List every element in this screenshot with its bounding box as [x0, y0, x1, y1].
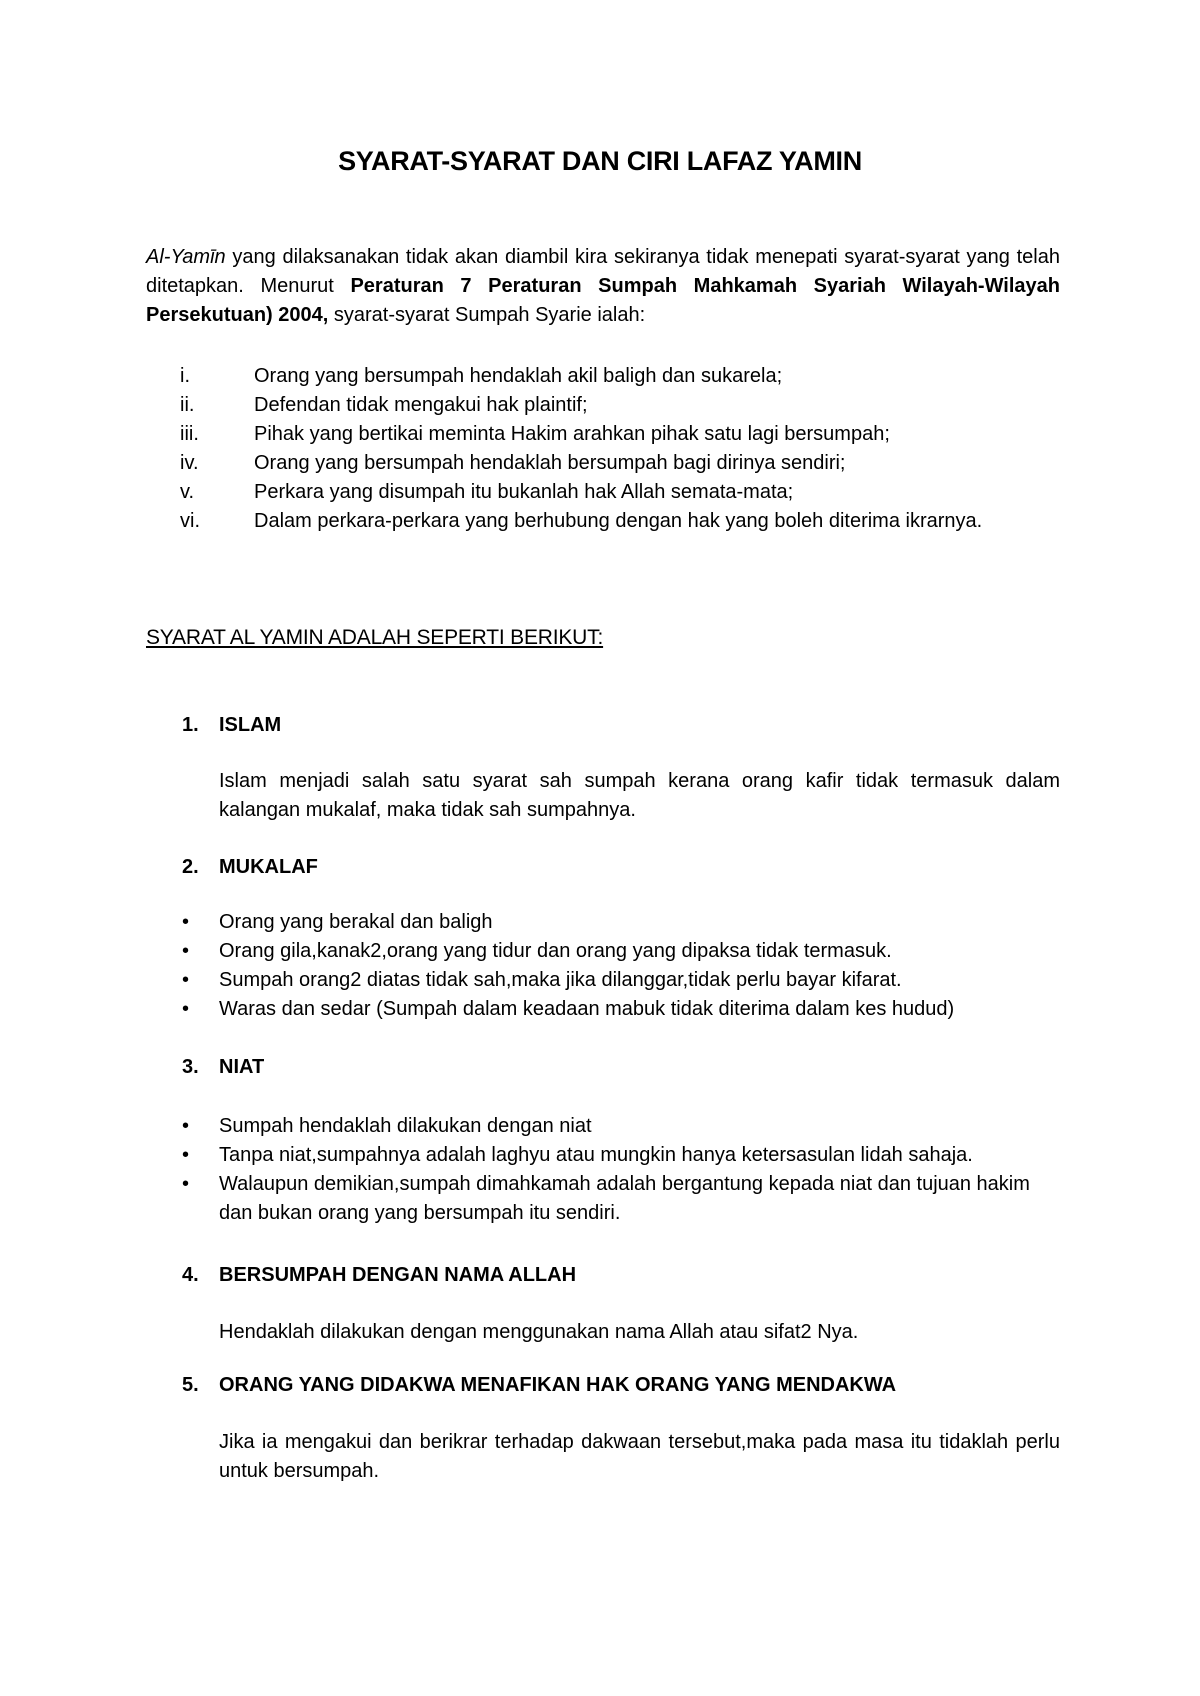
- condition-heading-didakwa: [146, 1374, 1060, 1397]
- list-item-number: iii.: [180, 423, 199, 445]
- list-item: [146, 966, 1060, 995]
- bullet-icon: •: [182, 1115, 190, 1137]
- list-item-text: Orang yang bersumpah hendaklah akil baligh dan sukarela;: [254, 365, 783, 387]
- list-item-number: ii.: [180, 394, 195, 416]
- condition-number: 1.: [182, 714, 199, 736]
- condition-title: MUKALAF: [219, 856, 318, 878]
- condition-title: ORANG YANG DIDAKWA MENAFIKAN HAK ORANG YANG MENDAKWA: [219, 1374, 897, 1396]
- list-item-text: Walaupun demikian,sumpah dimahkamah adalah bergantung kepada niat dan tujuan hakim dan bukan orang yang bersumpah itu sendiri.: [219, 1173, 1030, 1224]
- list-item-text: Sumpah hendaklah dilakukan dengan niat: [219, 1115, 592, 1137]
- condition-number: 2.: [182, 856, 199, 878]
- list-item-text: Orang gila,kanak2,orang yang tidur dan orang yang dipaksa tidak termasuk.: [219, 940, 892, 962]
- list-item-text: Dalam perkara-perkara yang berhubung dengan hak yang boleh diterima ikrarnya.: [254, 510, 983, 532]
- list-item: [146, 362, 1060, 391]
- condition-heading-islam: [146, 714, 1060, 737]
- list-item-text: Orang yang berakal dan baligh: [219, 911, 493, 933]
- condition-number: 3.: [182, 1056, 199, 1078]
- requirements-list: [146, 362, 1060, 536]
- bullet-icon: •: [182, 1144, 190, 1166]
- condition-heading-niat: [146, 1056, 1060, 1079]
- niat-bullet-list: [146, 1112, 1060, 1228]
- list-item: [146, 449, 1060, 478]
- bullet-icon: •: [182, 911, 190, 933]
- bullet-icon: •: [182, 1173, 190, 1195]
- mukalaf-bullet-list: [146, 908, 1060, 1024]
- bullet-icon: •: [182, 998, 190, 1020]
- list-item-number: vi.: [180, 510, 200, 532]
- condition-title: BERSUMPAH DENGAN NAMA ALLAH: [219, 1264, 577, 1286]
- list-item-text: Perkara yang disumpah itu bukanlah hak Allah semata-mata;: [254, 481, 794, 503]
- list-item: [146, 420, 1060, 449]
- bullet-icon: •: [182, 969, 190, 991]
- intro-text-2: syarat-syarat Sumpah Syarie ialah:: [328, 304, 646, 326]
- condition-heading-nama-allah: [146, 1264, 1060, 1287]
- condition-number: 4.: [182, 1264, 199, 1286]
- list-item-text: Pihak yang bertikai meminta Hakim arahkan pihak satu lagi bersumpah;: [254, 423, 890, 445]
- condition-paragraph: Islam menjadi salah satu syarat sah sumpah kerana orang kafir tidak termasuk dalam kalangan mukalaf, maka tidak sah sumpahnya.: [219, 770, 1060, 821]
- intro-regulation-reference: Peraturan 7 Peraturan Sumpah Mahkamah Syariah Wilayah-Wilayah Persekutuan) 2004,: [146, 275, 1060, 326]
- intro-text-1: yang dilaksanakan tidak akan diambil kira sekiranya tidak menepati syarat-syarat yang telah ditetapkan. Menurut: [146, 246, 1060, 297]
- condition-title: ISLAM: [219, 714, 282, 736]
- list-item: [146, 1112, 1060, 1141]
- list-item-text: Sumpah orang2 diatas tidak sah,maka jika dilanggar,tidak perlu bayar kifarat.: [219, 969, 902, 991]
- condition-paragraph: Jika ia mengakui dan berikrar terhadap dakwaan tersebut,maka pada masa itu tidaklah perlu untuk bersumpah.: [219, 1431, 1060, 1482]
- list-item-number: i.: [180, 365, 190, 387]
- list-item-text: Waras dan sedar (Sumpah dalam keadaan mabuk tidak diterima dalam kes hudud): [219, 998, 955, 1020]
- list-item: [146, 1170, 1060, 1228]
- list-item-text: Defendan tidak mengakui hak plaintif;: [254, 394, 588, 416]
- list-item: [146, 478, 1060, 507]
- bullet-icon: •: [182, 940, 190, 962]
- condition-paragraph: Hendaklah dilakukan dengan menggunakan nama Allah atau sifat2 Nya.: [219, 1321, 859, 1343]
- page-title: SYARAT-SYARAT DAN CIRI LAFAZ YAMIN: [338, 146, 862, 176]
- condition-title: NIAT: [219, 1056, 265, 1078]
- list-item-text: Tanpa niat,sumpahnya adalah laghyu atau mungkin hanya ketersasulan lidah sahaja.: [219, 1144, 973, 1166]
- list-item: [146, 507, 1060, 536]
- list-item: [146, 908, 1060, 937]
- list-item: [146, 937, 1060, 966]
- list-item-number: iv.: [180, 452, 199, 474]
- intro-paragraph: [146, 243, 1060, 330]
- list-item-text: Orang yang bersumpah hendaklah bersumpah bagi dirinya sendiri;: [254, 452, 846, 474]
- list-item: [146, 391, 1060, 420]
- list-item: [146, 995, 1060, 1024]
- list-item: [146, 1141, 1060, 1170]
- section-heading: SYARAT AL YAMIN ADALAH SEPERTI BERIKUT:: [146, 626, 604, 649]
- intro-italic-term: Al-Yamīn: [146, 246, 226, 268]
- list-item-number: v.: [180, 481, 195, 503]
- condition-heading-mukalaf: [146, 856, 1060, 879]
- condition-number: 5.: [182, 1374, 199, 1396]
